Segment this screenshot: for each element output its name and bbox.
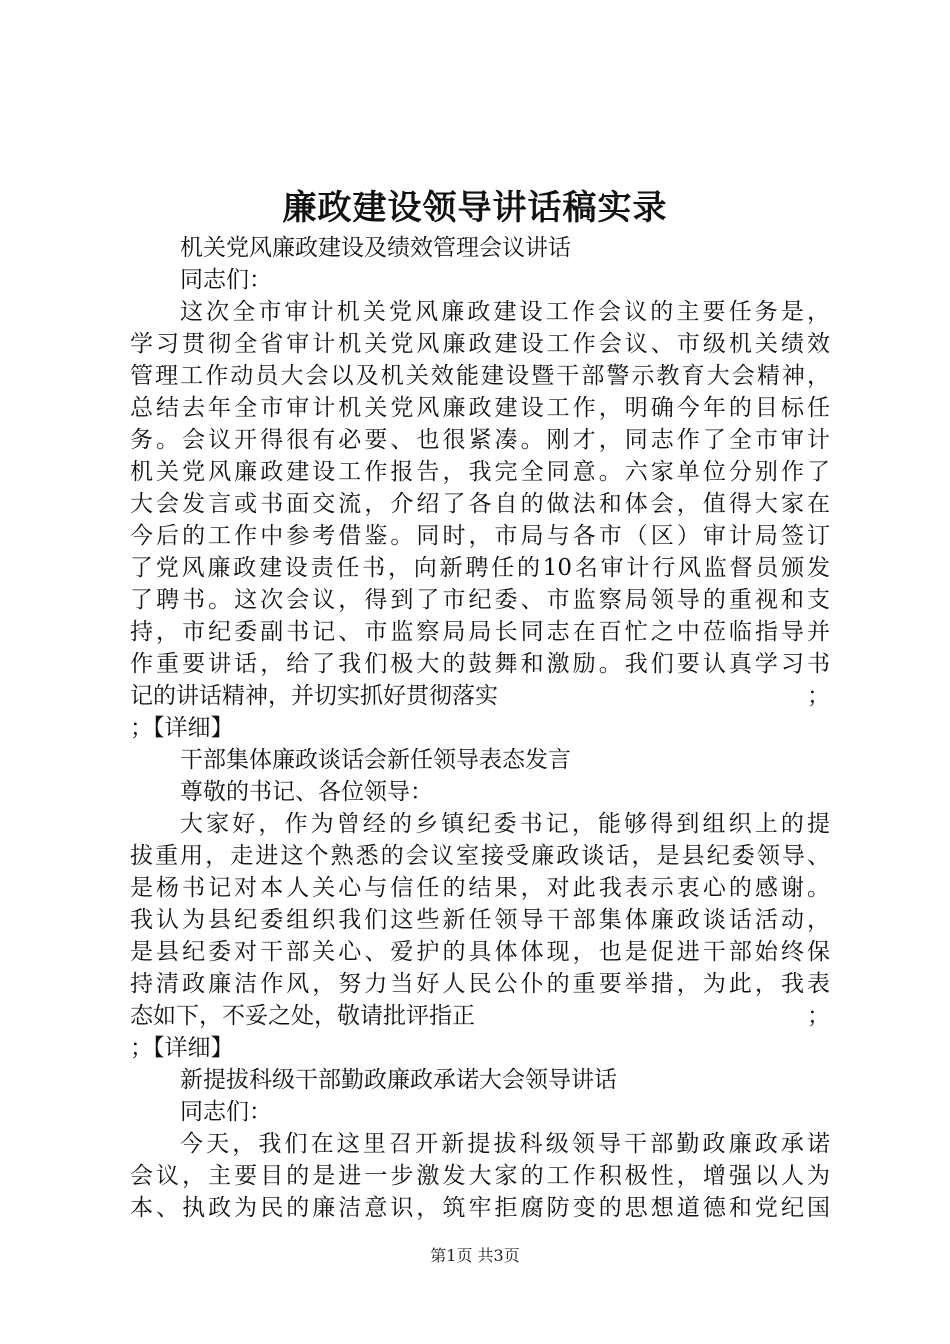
paragraph-line: 作重要讲话，给了我们极大的鼓舞和激励。我们要认真学习书	[130, 651, 830, 677]
paragraph-line: 持，市纪委副书记、市监察局局长同志在百忙之中莅临指导并	[130, 619, 830, 645]
paragraph-line: 会议，主要目的是进一步激发大家的工作积极性，增强以人为	[130, 1163, 830, 1189]
paragraph-line: 今天，我们在这里召开新提拔科级领导干部勤政廉政承诺	[180, 1131, 830, 1157]
paragraph-line: 务。会议开得很有必要、也很紧凑。刚才，同志作了全市审计	[130, 427, 830, 453]
salutation: 同志们：	[180, 267, 272, 293]
section-heading: 新提拔科级干部勤政廉政承诺大会领导讲话	[180, 1067, 617, 1093]
paragraph-line: 本、执政为民的廉洁意识，筑牢拒腐防变的思想道德和党纪国	[130, 1195, 830, 1221]
paragraph-line: 机关党风廉政建设工作报告，我完全同意。六家单位分别作了	[130, 459, 830, 485]
salutation: 同志们：	[180, 1099, 272, 1125]
paragraph-line: 了党风廉政建设责任书，向新聘任的10名审计行风监督员颁发	[130, 555, 830, 581]
paragraph-line: 这次全市审计机关党风廉政建设工作会议的主要任务是，	[180, 299, 830, 325]
paragraph-line-text: 态如下，不妥之处，敬请批评指正	[130, 1003, 475, 1029]
paragraph-line: 总结去年全市审计机关党风廉政建设工作，明确今年的目标任	[130, 395, 830, 421]
paragraph-line: 大会发言或书面交流，介绍了各自的做法和体会，值得大家在	[130, 491, 830, 517]
section-heading: 机关党风廉政建设及绩效管理会议讲话	[180, 235, 571, 261]
page-footer: 第1页 共3页	[430, 1246, 520, 1265]
detail-link[interactable]: ；【详细】	[130, 1035, 234, 1061]
paragraph-line: 拔重用，走进这个熟悉的会议室接受廉政谈话，是县纪委领导、	[130, 843, 830, 869]
paragraph-line: 我认为县纪委组织我们这些新任领导干部集体廉政谈话活动，	[130, 907, 830, 933]
paragraph-line: 了聘书。这次会议，得到了市纪委、市监察局领导的重视和支	[130, 587, 830, 613]
paragraph-line: 是县纪委对干部关心、爱护的具体体现，也是促进干部始终保	[130, 939, 830, 965]
paragraph-last-line	[130, 1000, 830, 1032]
document-title: 廉政建设领导讲话稿实录	[282, 188, 668, 228]
salutation: 尊敬的书记、各位领导：	[180, 779, 433, 805]
document-body	[130, 232, 830, 1224]
section-heading: 干部集体廉政谈话会新任领导表态发言	[180, 747, 571, 773]
paragraph-line: 今后的工作中参考借鉴。同时，市局与各市（区）审计局签订	[130, 523, 830, 549]
paragraph-last-line	[130, 680, 830, 712]
paragraph-line: 持清政廉洁作风，努力当好人民公仆的重要举措，为此，我表	[130, 971, 830, 997]
paragraph-line: 学习贯彻全省审计机关党风廉政建设工作会议、市级机关绩效	[130, 331, 830, 357]
paragraph-line: 大家好，作为曾经的乡镇纪委书记，能够得到组织上的提	[180, 811, 830, 837]
paragraph-line: 是杨书记对本人关心与信任的结果，对此我表示衷心的感谢。	[130, 875, 830, 901]
line-end-mark: ；	[807, 683, 830, 709]
line-end-mark: ；	[807, 1003, 830, 1029]
detail-link[interactable]: ；【详细】	[130, 715, 234, 741]
paragraph-line: 管理工作动员大会以及机关效能建设暨干部警示教育大会精神，	[130, 363, 830, 389]
paragraph-line-text: 记的讲话精神，并切实抓好贯彻落实	[130, 683, 498, 709]
